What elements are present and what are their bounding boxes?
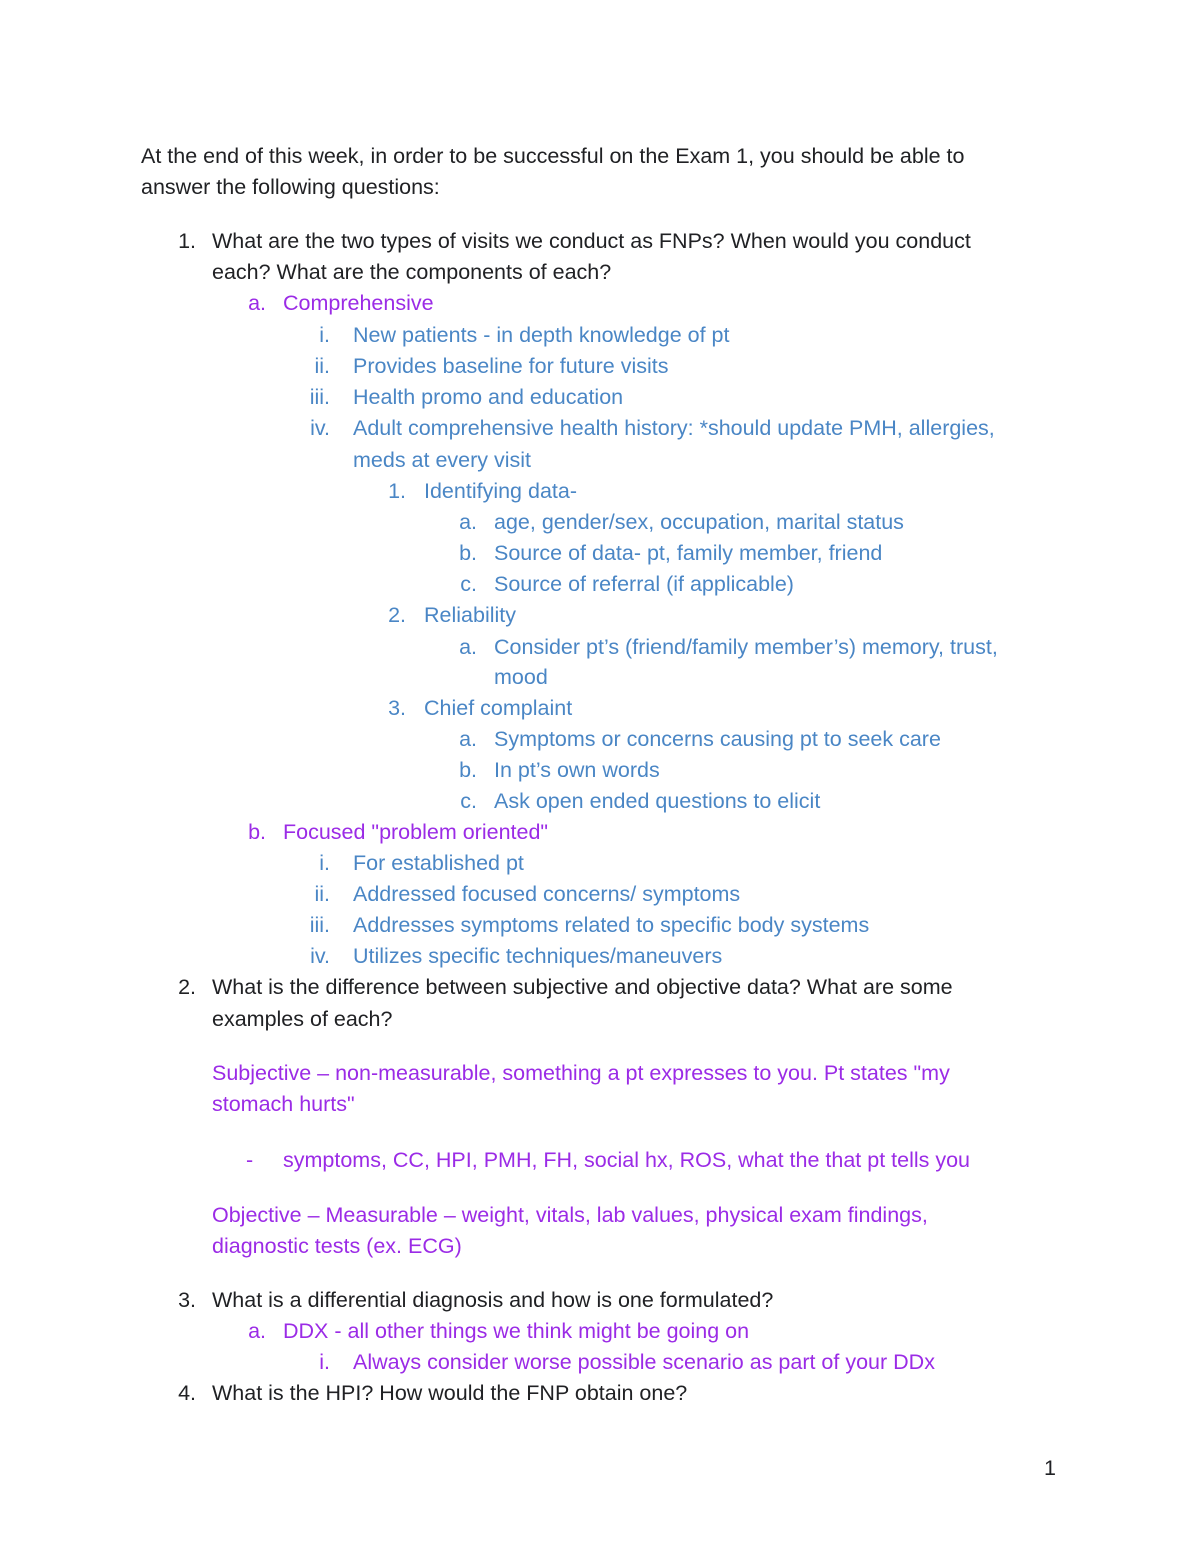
q4-marker: 4.: [178, 1381, 196, 1405]
q1a-iv-marker: iv.: [310, 416, 330, 440]
q1-text-line-2: each? What are the components of each?: [212, 260, 612, 284]
q2-text-line-1: What is the difference between subjective and objective data? What are some: [212, 975, 953, 999]
q1a-iv-text-line-1: Adult comprehensive health history: *should update PMH, allergies,: [353, 416, 995, 440]
sub3-c-text: Ask open ended questions to elicit: [494, 789, 821, 813]
sub1-b-text: Source of data- pt, family member, friend: [494, 541, 883, 565]
q1b-marker: b.: [248, 820, 266, 844]
q1a-ii-marker: ii.: [314, 354, 330, 378]
sub2-a-text-line-1: Consider pt’s (friend/family member’s) memory, trust,: [494, 635, 998, 659]
sub3-c-marker: c.: [460, 789, 477, 813]
sub1-a-text: age, gender/sex, occupation, marital status: [494, 510, 904, 534]
q1-text-line-1: What are the two types of visits we conduct as FNPs? When would you conduct: [212, 229, 971, 253]
subjective-bullet-marker: -: [246, 1148, 254, 1172]
sub2-a-marker: a.: [459, 635, 477, 659]
q1b-iv-text: Utilizes specific techniques/maneuvers: [353, 944, 723, 968]
q1b-ii-marker: ii.: [314, 882, 330, 906]
intro-line-2: answer the following questions:: [141, 175, 440, 199]
q3a-text: DDX - all other things we think might be going on: [283, 1319, 750, 1343]
sub1-label: Identifying data-: [424, 479, 577, 503]
q1b-label: Focused "problem oriented": [283, 820, 549, 844]
subjective-bullet-text: symptoms, CC, HPI, PMH, FH, social hx, ROS, what the that pt tells you: [283, 1148, 971, 1172]
q1a-i-text: New patients - in depth knowledge of pt: [353, 323, 730, 347]
sub3-a-text: Symptoms or concerns causing pt to seek care: [494, 727, 941, 751]
q1b-i-text: For established pt: [353, 851, 524, 875]
q1b-ii-text: Addressed focused concerns/ symptoms: [353, 882, 741, 906]
q1b-iii-marker: iii.: [309, 913, 330, 937]
sub1-c-marker: c.: [460, 572, 477, 596]
q3a-i-marker: i.: [319, 1350, 330, 1374]
sub3-marker: 3.: [388, 696, 406, 720]
subjective-line-2: stomach hurts": [212, 1092, 355, 1116]
q1b-i-marker: i.: [319, 851, 330, 875]
sub3-b-text: In pt’s own words: [494, 758, 660, 782]
sub3-a-marker: a.: [459, 727, 477, 751]
q2-marker: 2.: [178, 975, 196, 999]
sub1-b-marker: b.: [459, 541, 477, 565]
page-number: 1: [1044, 1456, 1056, 1480]
q1-marker: 1.: [178, 229, 196, 253]
sub2-marker: 2.: [388, 603, 406, 627]
sub2-a-text-line-2: mood: [494, 665, 548, 689]
sub1-marker: 1.: [388, 479, 406, 503]
subjective-line-1: Subjective – non-measurable, something a pt expresses to you. Pt states "my: [212, 1061, 950, 1085]
q1a-iii-text: Health promo and education: [353, 385, 624, 409]
q1a-i-marker: i.: [319, 323, 330, 347]
objective-line-2: diagnostic tests (ex. ECG): [212, 1234, 462, 1258]
q1a-label: Comprehensive: [283, 291, 434, 315]
q1a-marker: a.: [248, 291, 266, 315]
q3a-marker: a.: [248, 1319, 266, 1343]
sub1-c-text: Source of referral (if applicable): [494, 572, 794, 596]
q4-text: What is the HPI? How would the FNP obtain one?: [212, 1381, 688, 1405]
sub2-label: Reliability: [424, 603, 517, 627]
q3-text: What is a differential diagnosis and how is one formulated?: [212, 1288, 774, 1312]
sub3-label: Chief complaint: [424, 696, 573, 720]
sub1-a-marker: a.: [459, 510, 477, 534]
objective-line-1: Objective – Measurable – weight, vitals, lab values, physical exam findings,: [212, 1203, 928, 1227]
q1a-iv-text-line-2: meds at every visit: [353, 448, 532, 472]
intro-line-1: At the end of this week, in order to be successful on the Exam 1, you should be able to: [141, 144, 965, 168]
q1b-iii-text: Addresses symptoms related to specific body systems: [353, 913, 870, 937]
q1a-iii-marker: iii.: [309, 385, 330, 409]
q3-marker: 3.: [178, 1288, 196, 1312]
q2-text-line-2: examples of each?: [212, 1007, 393, 1031]
sub3-b-marker: b.: [459, 758, 477, 782]
q1a-ii-text: Provides baseline for future visits: [353, 354, 669, 378]
q3a-i-text: Always consider worse possible scenario as part of your DDx: [353, 1350, 935, 1374]
q1b-iv-marker: iv.: [310, 944, 330, 968]
